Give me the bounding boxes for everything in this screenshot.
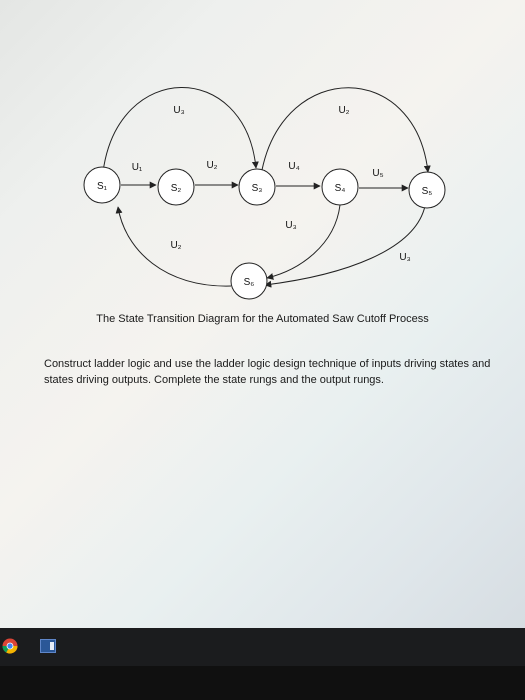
edge-s4-s6 <box>267 205 340 278</box>
word-app-icon[interactable] <box>40 639 56 653</box>
taskbar <box>0 628 525 700</box>
edge-s1-s3 <box>103 87 256 172</box>
state-label-s5: S₅ <box>421 186 433 197</box>
state-label-s3: S₃ <box>251 183 263 194</box>
transition-label-s4-s6: U₃ <box>285 220 297 231</box>
diagram-caption: The State Transition Diagram for the Automated Saw Cutoff Process <box>96 313 429 325</box>
state-label-s6: S₆ <box>243 277 255 288</box>
transition-label-s2-s3: U₂ <box>206 160 218 171</box>
transition-label-s3-s5: U₂ <box>338 105 350 116</box>
transition-label-s4-s5: U₅ <box>372 168 384 179</box>
transition-label-s6-s1: U₂ <box>170 240 182 251</box>
taskbar-strip <box>0 628 525 666</box>
transition-label-s1-s3: U₃ <box>173 105 185 116</box>
state-label-s1: S₁ <box>96 181 108 192</box>
edge-s5-s6 <box>265 206 425 285</box>
transition-label-s5-s6: U₃ <box>399 252 411 263</box>
transition-label-s1-s2: U₁ <box>131 162 143 173</box>
edge-s3-s5 <box>262 88 428 172</box>
state-label-s4: S₄ <box>334 183 346 194</box>
instructions-paragraph: Construct ladder logic and use the ladder logic design technique of inputs driving states and states driving outputs. Complete the state rungs and the output rungs. <box>44 358 491 386</box>
transition-label-s3-s4: U₄ <box>288 161 300 172</box>
browser-icon[interactable] <box>2 638 18 654</box>
state-transition-diagram <box>0 0 525 310</box>
state-label-s2: S₂ <box>170 183 182 194</box>
